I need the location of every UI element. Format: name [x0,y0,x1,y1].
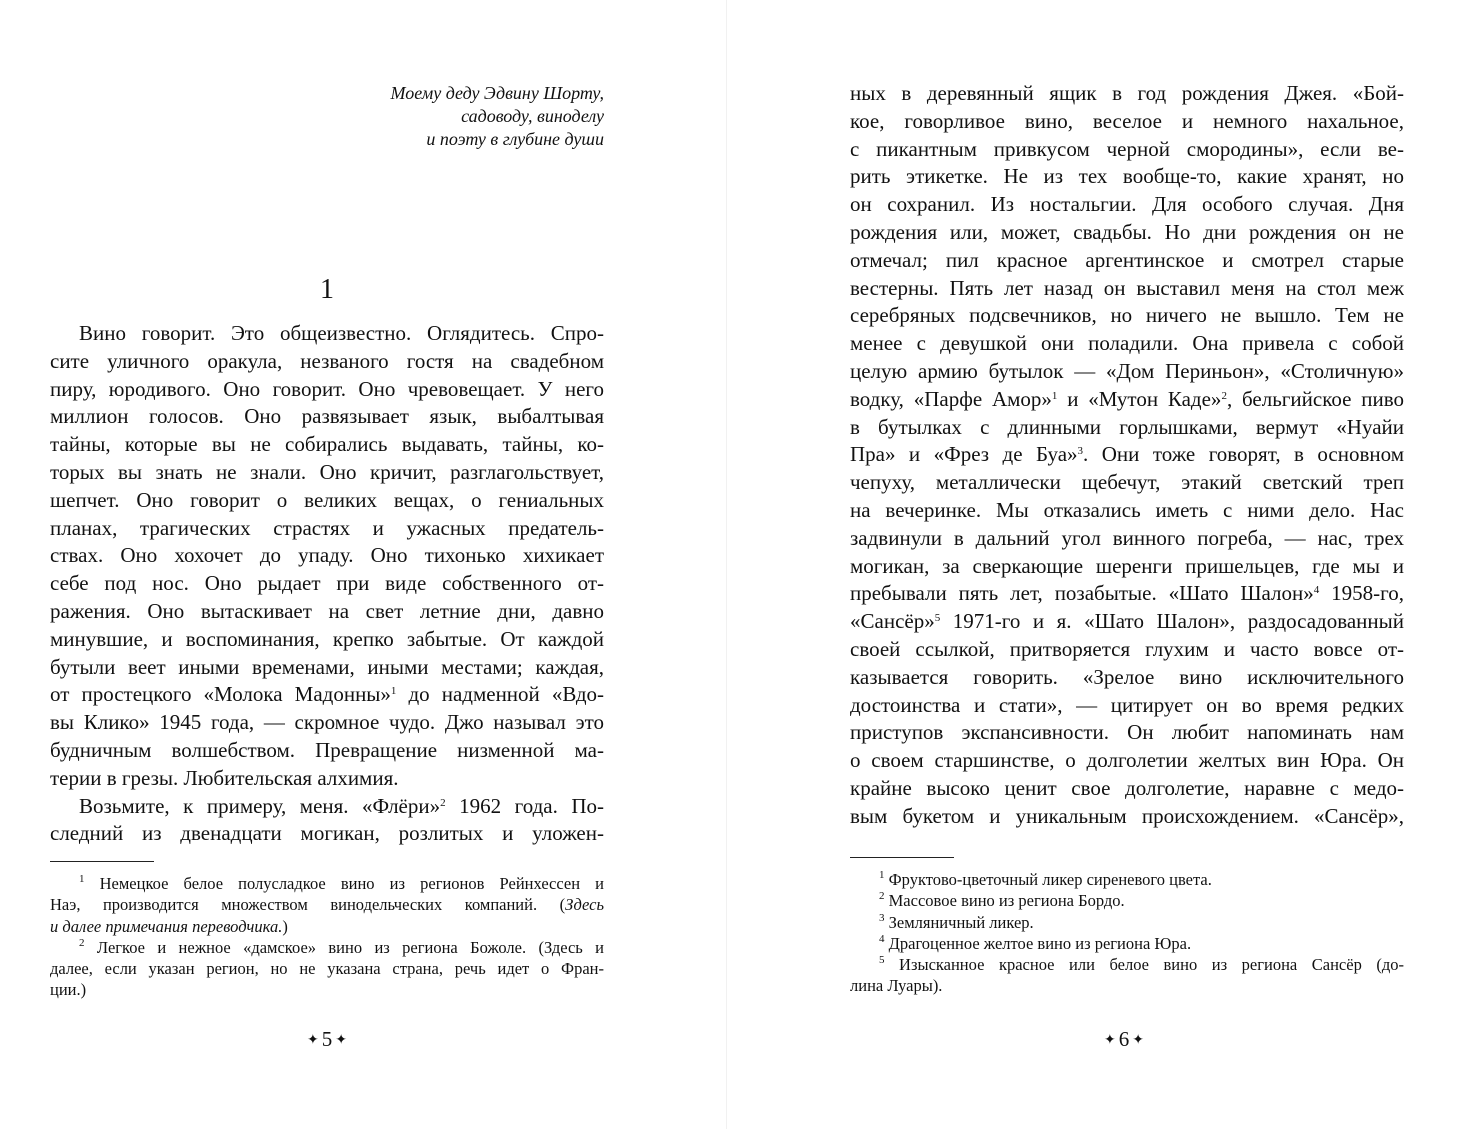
text-line: Вино говорит. Это общеизвестно. Оглядитесь. Спро- [79,321,604,345]
footnotes [850,869,1404,997]
text-span: 1958-го, [1319,581,1404,606]
text-line: пиру, юродивого. Оно говорит. Оно чревовещает. У него [50,376,604,401]
text-span: и «Мутон Каде» [1057,386,1222,411]
text-span: водку, «Парфе Амор» [850,386,1052,411]
text-line: на вечеринке. Мы отказались иметь с ними дело. Нас [850,497,1404,522]
text-line-with-footnote [850,608,1404,636]
star-ornament-icon: ✦ [307,1033,319,1048]
footnote-text: ) [282,916,288,936]
footnote-ref: 2 [440,796,446,809]
text-line: кое, говорливое вино, веселое и немного нахальное, [850,108,1404,133]
text-line: серебряных подсвечников, но ничего не вышло. Тем не [850,303,1404,328]
text-line: задвинули в дальний угол винного погреба, — нас, трех [850,525,1404,550]
text-line: крайне высоко ценит свое долголетие, наравне с медо- [850,775,1404,800]
text-line: тайны, которые вы не собирались выдавать, тайны, ко- [50,432,604,457]
right-page [727,0,1462,1129]
text-span: Возьмите, к примеру, меня. «Флёри» [79,793,441,818]
text-line: планах, трагических страстях и ужасных предатель- [50,515,604,540]
text-line: вым букетом и уникальным происхождением. «Сансёр», [850,803,1404,828]
text-line: своей ссылкой, притворяется глухим и часто вовсе от- [850,636,1404,661]
text-line: рить этикетке. Не из тех вообще-то, какие хранят, но [850,164,1404,189]
page-number-value: 6 [1118,1027,1130,1051]
text-line: с пикантным привкусом черной смородины», если ве- [850,136,1404,161]
text-line-with-footnote [850,580,1404,608]
text-line: менее с девушкой они поладили. Она привела с собой [850,331,1404,356]
footnote-marker: 2 [79,936,85,949]
footnote-2-cont: ции.) [50,980,87,1000]
footnote-text: Фруктово-цветочный ликер сиреневого цвета. [888,870,1212,889]
footnote-ref: 4 [1313,584,1320,597]
text-line: минувшие, и воспоминания, крепко забытые. От каждой [50,626,604,651]
page-number-value: 5 [321,1027,333,1051]
footnotes [50,873,604,1001]
footnote-1-cont [50,894,604,915]
footnote-marker: 3 [879,911,885,924]
text-span: до надменной «Вдо- [408,682,604,707]
footnote-text: Наэ, производится множеством винодельческих компаний. ( [50,895,566,915]
page-number [267,1026,387,1054]
footnote-text: Изысканное красное или белое вино из региона Сансёр (до- [899,955,1404,975]
footnote-separator [850,857,954,858]
footnote-marker: 2 [879,890,885,903]
page-number [1064,1026,1184,1054]
text-line: ражения. Оно вытаскивает на свет летние дни, давно [50,598,604,623]
footnote-ref: 5 [934,612,941,625]
footnote-text: Легкое и нежное «дамское» вино из региона Божоле. (Здесь и [96,937,604,957]
footnote-1-cont [50,916,604,937]
text-span: . Они тоже говорят, в основном [1083,442,1404,467]
text-line: торых вы знать не знали. Оно кричит, разглагольствует, [50,459,604,484]
text-line: могикан, за сверкающие шеренги пришельцев, где мы и [850,553,1404,578]
text-line: миллион голосов. Оно развязывает язык, выбалтывая [50,404,604,429]
star-ornament-icon: ✦ [1104,1033,1116,1048]
text-span: «Сансёр» [850,609,935,634]
text-line: достоинства и стати», — цитирует он во время редких [850,692,1404,717]
footnote-ref: 1 [390,685,397,698]
text-line-with-footnote [850,386,1404,414]
text-line: терии в грезы. Любительская алхимия. [50,765,399,790]
text-line: он сохранил. Из ностальгии. Для особого случая. Дня [850,192,1404,217]
text-span: 1971-го и я. «Шато Шалон», раздосадованный [940,609,1404,634]
footnote-text-italic: и далее примечания переводчика. [50,916,283,936]
text-span: , бельгийское пиво [1226,386,1404,411]
epigraph [300,82,604,151]
text-line-with-footnote [50,681,604,709]
text-line: вы Клико» 1945 года, — скромное чудо. Джо называл это [50,710,604,735]
star-ornament-icon: ✦ [1132,1033,1144,1048]
text-line: себе под нос. Оно рыдает при виде собственного от- [50,571,604,596]
text-line: вестерны. Пять лет назад он выставил меня на стол меж [850,275,1404,300]
footnote-marker: 4 [879,932,885,945]
footnote-ref: 1 [1051,389,1058,402]
footnote-2-cont: далее, если указан регион, но не указана страна, речь идет о Фран- [50,959,604,979]
text-line: сите уличного оракула, незваного гостя на свадебном [50,348,604,373]
text-line: чепуху, металлически щебечут, этакий светский треп [850,470,1404,495]
text-span: от простецкого «Молока Мадонны» [50,682,391,707]
left-page [0,0,726,1129]
footnote-text: Массовое вино из региона Бордо. [888,891,1125,911]
text-line: шепчет. Оно говорит о великих вещах, о гениальных [50,487,604,512]
text-line-with-footnote [850,441,1404,469]
text-line: казывается говорить. «Зрелое вино исключительного [850,664,1404,689]
footnote-text: Драгоценное желтое вино из региона Юра. [888,933,1192,953]
footnote-4 [850,933,1404,954]
chapter-number: 1 [320,274,334,305]
text-span: Пра» и «Фрез де Буа» [850,442,1078,467]
footnote-5-cont: лина Луары). [850,976,943,996]
footnote-1 [850,869,1404,890]
text-line: рождения или, может, свадьбы. Но дни рождения он не [850,219,1404,244]
footnote-marker: 1 [879,869,885,881]
text-line: целую армию бутылок — «Дом Периньон», «Столичную» [850,358,1404,383]
text-line: следний из двенадцати могикан, розлитых и уложен- [50,821,604,846]
footnote-text-italic: Здесь [565,895,604,915]
footnote-text: Немецкое белое полусладкое вино из регионов Рейнхессен и [99,874,604,893]
footnote-2 [50,937,604,958]
footnote-text: Земляничный ликер. [888,912,1034,932]
body-text [50,320,604,848]
text-line: отмечал; пил красное аргентинское и смотрел старые [850,247,1404,272]
text-line: ствах. Оно хохочет до упаду. Оно тихонько хихикает [50,543,604,568]
text-span: пребывали пять лет, позабытые. «Шато Шалон» [850,581,1314,606]
footnote-separator [50,861,154,862]
text-line-with-footnote [50,793,604,821]
text-line: ных в деревянный ящик в год рождения Джея. «Бой- [850,81,1404,105]
footnote-3 [850,912,1404,933]
text-line: приступов экспансивности. Он любит напоминать нам [850,720,1404,745]
text-span: 1962 года. По- [445,793,604,818]
epigraph-line: Моему деду Эдвину Шорту, [390,83,604,103]
footnote-ref: 2 [1221,389,1227,402]
star-ornament-icon: ✦ [335,1033,347,1048]
text-line: в бутылках с длинными горлышками, вермут «Нуайи [850,414,1404,439]
body-text [850,80,1404,831]
epigraph-line: и поэту в глубине души [426,129,604,149]
footnote-ref: 3 [1077,445,1084,458]
footnote-2 [850,890,1404,911]
footnote-1 [50,873,604,894]
text-line: будничным волшебством. Превращение низменной ма- [50,737,604,762]
footnote-5 [850,954,1404,975]
text-line: бутыли веет иными временами, иными местами; каждая, [50,654,604,679]
footnote-marker: 5 [879,954,885,967]
epigraph-line: садоводу, виноделу [461,106,604,126]
text-line: о своем старшинстве, о долголетии желтых вин Юра. Он [850,748,1404,773]
footnote-marker: 1 [79,873,85,885]
